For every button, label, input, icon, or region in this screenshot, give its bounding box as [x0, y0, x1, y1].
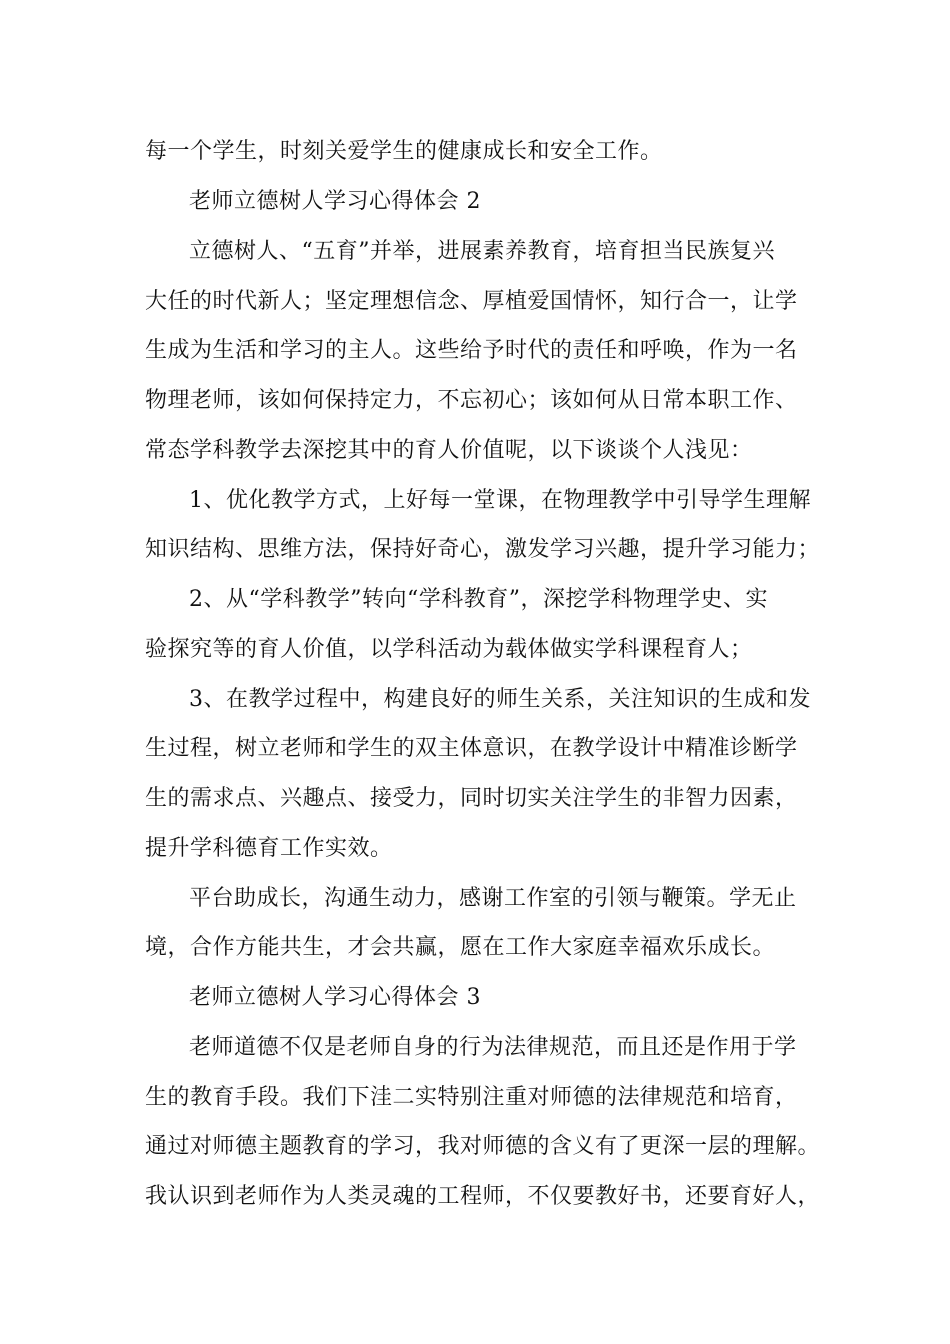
text-line: 我认识到老师作为人类灵魂的工程师，不仅要教好书，还要育好人，	[145, 1184, 821, 1209]
text-line: 1、优化教学方式，上好每一堂课，在物理教学中引导学生理解	[189, 488, 811, 513]
text-line: 提升学科德育工作实效。	[145, 836, 393, 861]
text-line: 平台助成长，沟通生动力，感谢工作室的引领与鞭策。学无止	[189, 886, 797, 911]
text-line: 生的教育手段。我们下洼二实特别注重对师德的法律规范和培育，	[145, 1085, 798, 1110]
section-heading: 老师立德树人学习心得体会 2	[189, 189, 481, 214]
text-line: 老师道德不仅是老师自身的行为法律规范，而且还是作用于学	[189, 1035, 797, 1060]
text-line: 知识结构、思维方法，保持好奇心，激发学习兴趣，提升学习能力；	[145, 537, 821, 562]
text-line: 大任的时代新人；坚定理想信念、厚植爱国情怀，知行合一，让学	[145, 289, 798, 314]
text-line: 境，合作方能共生，才会共赢，愿在工作大家庭幸福欢乐成长。	[145, 935, 776, 960]
text-line: 生成为生活和学习的主人。这些给予时代的责任和呼唤，作为一名	[145, 338, 798, 363]
text-line: 2、从“学科教学”转向“学科教育”，深挖学科物理学史、实	[189, 587, 768, 612]
text-line: 通过对师德主题教育的学习，我对师德的含义有了更深一层的理解。	[145, 1134, 821, 1159]
text-line: 生的需求点、兴趣点、接受力，同时切实关注学生的非智力因素，	[145, 786, 798, 811]
text-line: 验探究等的育人价值，以学科活动为载体做实学科课程育人；	[145, 637, 753, 662]
section-heading: 老师立德树人学习心得体会 3	[189, 985, 481, 1010]
text-line: 3、在教学过程中，构建良好的师生关系，关注知识的生成和发	[189, 687, 811, 712]
text-line: 物理老师，该如何保持定力，不忘初心；该如何从日常本职工作、	[145, 388, 798, 413]
text-line: 每一个学生，时刻关爱学生的健康成长和安全工作。	[145, 139, 663, 164]
text-line: 常态学科教学去深挖其中的育人价值呢，以下谈谈个人浅见：	[145, 438, 753, 463]
text-line: 生过程，树立老师和学生的双主体意识，在教学设计中精准诊断学	[145, 736, 798, 761]
text-line: 立德树人、“五育”并举，进展素养教育，培育担当民族复兴	[189, 239, 775, 264]
